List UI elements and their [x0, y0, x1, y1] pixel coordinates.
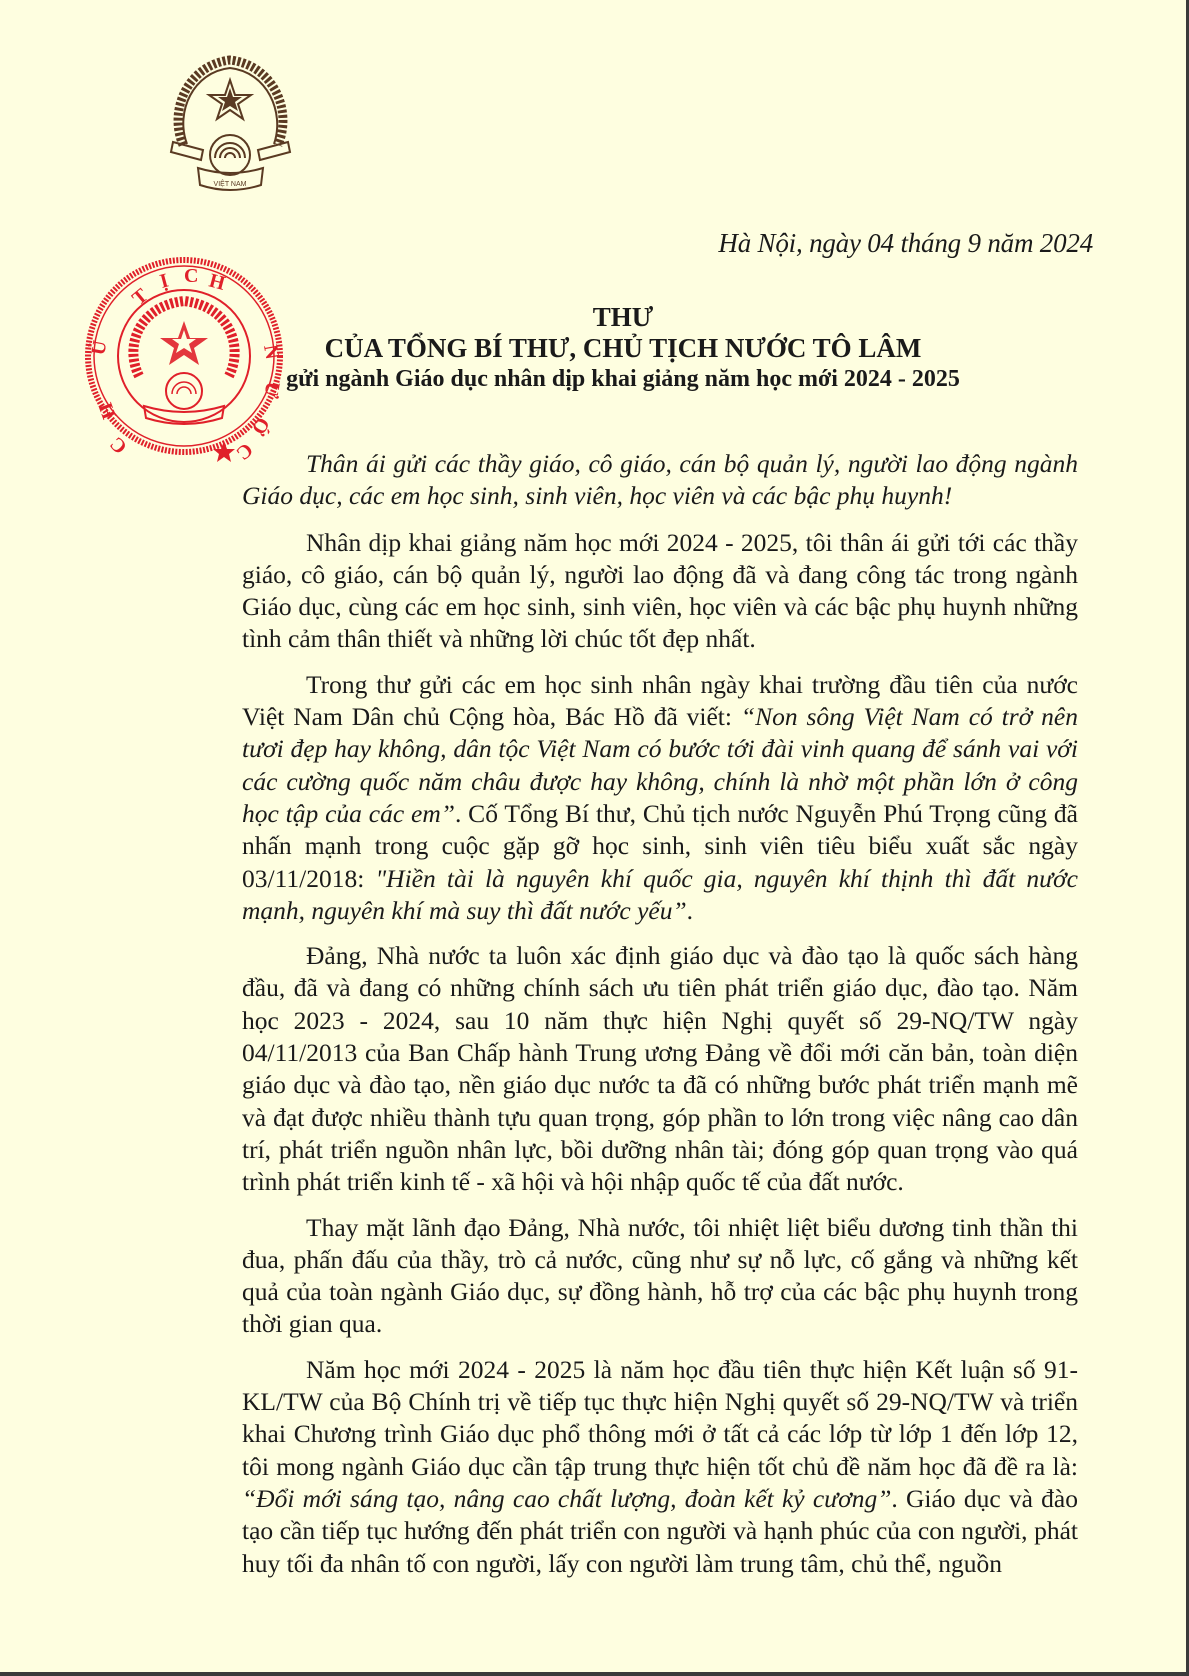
letter-body — [242, 448, 1078, 1593]
svg-text:Ị: Ị — [157, 269, 171, 293]
paragraph-5-text: Năm học mới 2024 - 2025 là năm học đầu tiên thực hiện Kết luận số 91-KL/TW của Bộ Chính trị về tiếp tục thực hiện Nghị quyết số 29-NQ/TW và triển khai Chương trình Giáo dục phổ thông mới ở tất cả các lớp từ lớp 1 đến lớp 12, tôi mong ngành Giáo dục cần tập trung thực hiện tốt chủ đề năm học đã đề ra là: — [242, 1354, 1078, 1481]
paragraph-5 — [242, 1354, 1078, 1580]
svg-text:Ớ: Ớ — [246, 413, 274, 438]
svg-text:VIỆT NAM: VIỆT NAM — [213, 181, 247, 188]
svg-text:C: C — [184, 265, 199, 287]
paragraph-1: Nhân dịp khai giảng năm học mới 2024 - 2025, tôi thân ái gửi tới các thầy giáo, cô giáo, cán bộ quản lý, người lao động đã và đang công tác trong ngành Giáo dục, cùng các em học sinh, sinh viên, học viên và các bậc phụ huynh những tình cảm thân thiết và những lời chúc tốt đẹp nhất. — [242, 527, 1078, 654]
paragraph-2-end: . — [686, 895, 694, 925]
paragraph-3: Đảng, Nhà nước ta luôn xác định giáo dục và đào tạo là quốc sách hàng đầu, đã và đang có những chính sách ưu tiên phát triển giáo dục, đào tạo. Năm học 2023 - 2024, sau 10 năm thực hiện Nghị quyết số 29-NQ/TW ngày 04/11/2013 của Ban Chấp hành Trung ương Đảng về đổi mới căn bản, toàn diện giáo dục và đào tạo, nền giáo dục nước ta đã có những bước phát triển mạnh mẽ và đạt được nhiều thành tựu quan trọng, góp phần to lớn trong việc nâng cao dân trí, phát triển nguồn nhân lực, bồi dưỡng nhân tài; đóng góp quan trọng vào quá trình phát triển kinh tế - xã hội và hội nhập quốc tế của đất nước. — [242, 941, 1078, 1197]
paragraph-2 — [242, 669, 1078, 927]
letter-author: CỦA TỔNG BÍ THƯ, CHỦ TỊCH NƯỚC TÔ LÂM — [324, 333, 922, 363]
svg-text:C: C — [105, 432, 132, 459]
paragraph-2-text-b: . Cố Tổng Bí thư, Chủ tịch nước Nguyễn Phú Trọng cũng đã nhấn mạnh trong cuộc gặp gỡ học sinh, sinh viên tiêu biểu xuất sắc ngày 03/11/2018: — [242, 798, 1078, 893]
national-emblem-icon — [163, 50, 298, 195]
school-year-theme-quote: “Đổi mới sáng tạo, nâng cao chất lượng, đoàn kết kỷ cương” — [242, 1483, 892, 1513]
greeting: Thân ái gửi các thầy giáo, cô giáo, cán bộ quản lý, người lao động ngành Giáo dục, các em học sinh, sinh viên, học viên và các bậc phụ huynh! — [242, 449, 1078, 511]
svg-text:N: N — [259, 343, 284, 362]
letter-subtitle: gửi ngành Giáo dục nhân dịp khai giảng năm học mới 2024 - 2025 — [286, 366, 960, 392]
date-line: Hà Nội, ngày 04 tháng 9 năm 2024 — [718, 228, 1093, 258]
svg-text:H: H — [206, 269, 228, 295]
svg-text:H: H — [94, 399, 121, 422]
paragraph-5-text-b: . Giáo dục và đào tạo cần tiếp tục hướng đến phát triển con người và hạnh phúc của con người, phát huy tối đa nhân tố con người, lấy con người làm trung tâm, chủ thể, nguồn — [242, 1483, 1078, 1578]
letter-title: THƯ — [592, 302, 654, 332]
quote-ho-chi-minh: “Non sông Việt Nam có trở nên tươi đẹp hay không, dân tộc Việt Nam có bước tới đài vinh quang để sánh vai với các cường quốc năm châu được hay không, chính là nhờ một phần lớn ở công học tập của các em” — [242, 702, 1078, 828]
paragraph-4: Thay mặt lãnh đạo Đảng, Nhà nước, tôi nhiệt liệt biểu dương tinh thần thi đua, phấn đấu của thầy, trò cả nước, cũng như sự nỗ lực, cố gắng và những kết quả của toàn ngành Giáo dục, sự đồng hành, hỗ trợ của các bậc phụ huynh trong thời gian qua. — [242, 1212, 1078, 1339]
quote-nguyen-phu-trong: "Hiền tài là nguyên khí quốc gia, nguyên khí thịnh thì đất nước mạnh, nguyên khí mà suy thì đất nước yếu” — [242, 863, 1078, 925]
svg-text:Ư: Ư — [259, 380, 284, 400]
svg-text:C: C — [231, 438, 257, 465]
svg-text:T: T — [128, 284, 153, 310]
paragraph-2-text: Trong thư gửi các em học sinh nhân ngày khai trường đầu tiên của nước Việt Nam Dân chủ Cộng hòa, Bác Hồ đã viết: — [242, 669, 1078, 732]
svg-text:Ủ: Ủ — [87, 338, 112, 357]
